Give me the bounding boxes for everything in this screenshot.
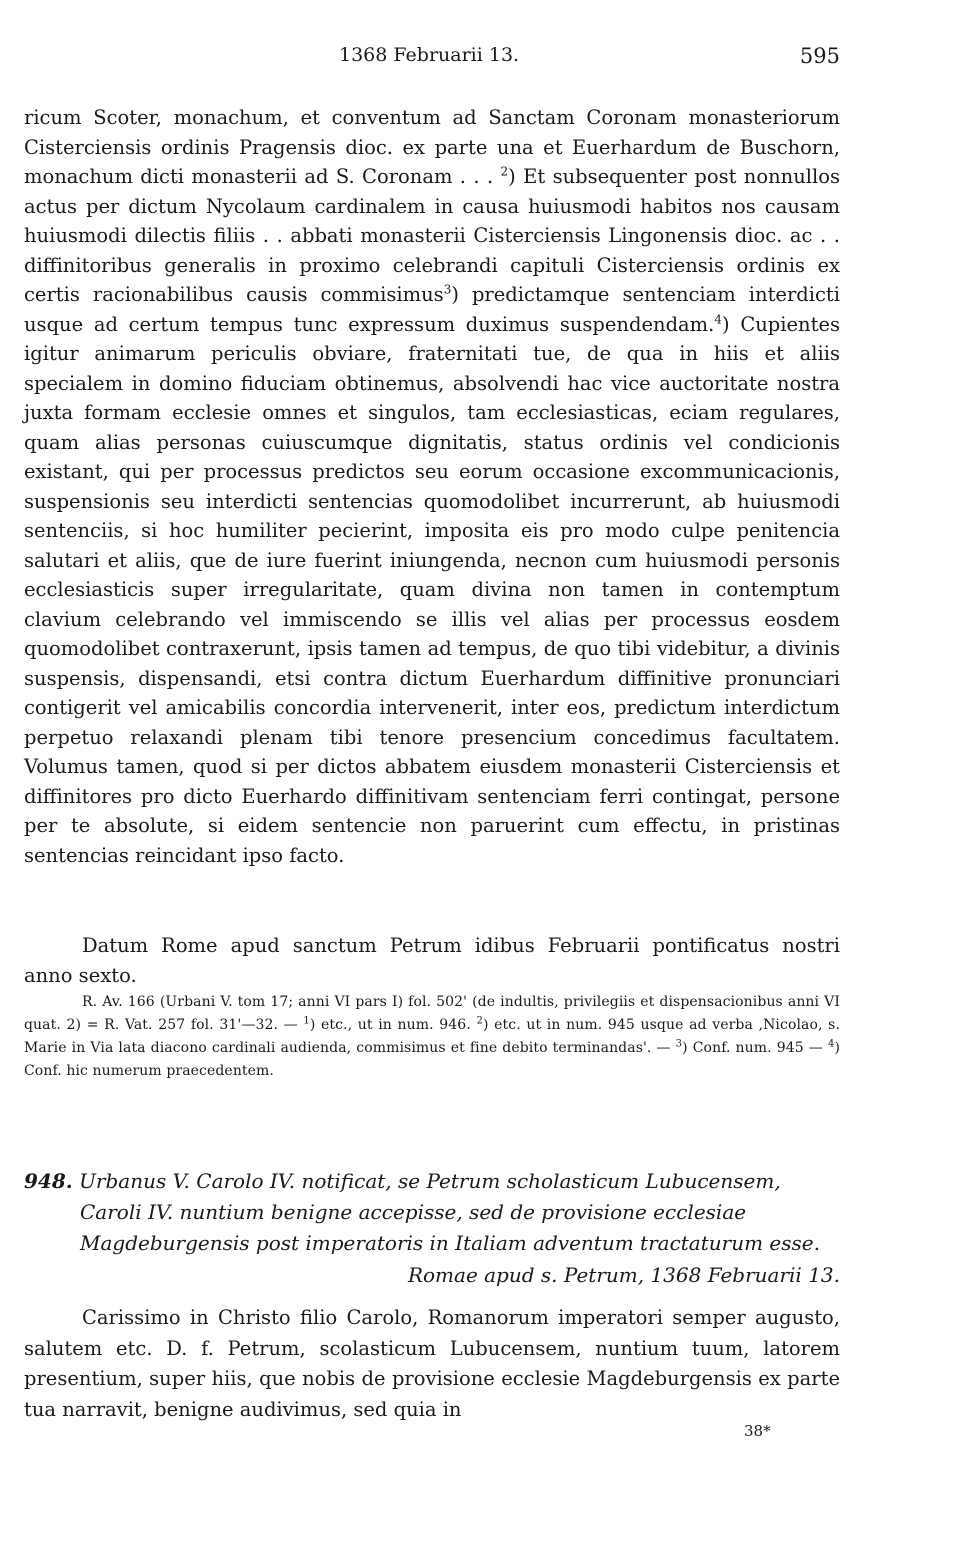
main-text — [24, 103, 840, 870]
main-text-part-2: ) Et subsequenter post nonnullos actus per dictum Nycolaum cardinalem in causa huiusmodi habitos nos causam huiusmodi dilectis filiis . . abbati monasterii Cisterciensis Lingonensis dioc. ac . . diffinitoribus generalis in proximo celebrandi capituli Cisterciensis ordinis ex certis racionabilibus causis commisimus — [24, 165, 840, 306]
page-number: 595 — [799, 44, 840, 68]
dating-clause: Datum Rome apud sanctum Petrum idibus Februarii pontificatus nostri anno sexto. — [24, 934, 840, 987]
main-text-part-1: ricum Scoter, monachum, et conventum ad Sanctam Coronam monasteriorum Cisterciensis ordinis Pragensis dioc. ex parte una et Euerhardum de Buschorn, monachum dicti monasterii ad S. Coronam . . . — [24, 106, 840, 188]
note-ref-3: 3 — [675, 1038, 683, 1050]
note-ref-1: 1 — [303, 1015, 310, 1027]
document-number: 948. — [24, 1169, 73, 1193]
note-ref-2: 2 — [476, 1015, 483, 1027]
letter-text: Carissimo in Christo filio Carolo, Romanorum imperatori semper augusto, salutem etc. D. f. Petrum, scolasticum Lubucensem, nuntium tuum, latorem presentium, super hiis, que nobis de provisione ecclesie Magdeburgensis ex parte tua narravit, benigne audivimus, sed quia in — [24, 1306, 840, 1421]
regest-text: Urbanus V. Carolo IV. notificat, se Petrum scholasticum Lubucensem, Caroli IV. nuntium benigne accepisse, sed de provisione ecclesiae Magdeburgensis post imperatoris in Italiam adventum tractaturum esse. — [79, 1169, 820, 1255]
note-1: ) etc., ut in num. 946. — [309, 1017, 471, 1033]
main-text-part-4: ) Cupientes igitur animarum periculis obviare, fraternitati tue, de qua in hiis et aliis specialem in domino fiduciam obtinemus, absolvendi hac vice auctoritate nostra juxta formam ecclesie omnes et singulos, tam ecclesiasticas, eciam regulares, quam alias personas cuiuscumque dignitatis, status ordinis vel condicionis existant, qui per processus predictos seu eorum occasione excommunicacionis, suspensionis seu interdicti sentencias quomodolibet incurrerunt, ab huiusmodi sentenciis, si hoc humiliter pecierint, imposita eis pro modo culpe penitencia salutari et aliis, que de iure fuerint iniungenda, necnon cum huiusmodi personis ecclesiasticis super irregularitate, quam divina non tamen in contemptum clavium celebrando vel immiscendo se illis vel alias per processus eosdem quomodolibet contraxerunt, ipsis tamen ad tempus, de quo tibi videbitur, a divinis suspensis, dispensandi, etsi contra dictum Euerhardum diffinitive pronunciari contigerit vel amicabilis concordia intervenerit, inter eos, predictum interdictum perpetuo relaxandi plenam tibi tenore presencium concedimus facultatem. Volumus tamen, quod si per dictos abbatem eiusdem monasterii Cisterciensis et diffinitores pro dicto Euerhardo diffinitivam sentenciam ferri contingat, persone per te absolute, si eidem sentencie non paruerint cum effectu, in pristinas sentencias reincidant ipso facto. — [24, 312, 840, 867]
place-date: Romae apud s. Petrum, 1368 Februarii 13. — [407, 1263, 840, 1287]
footnote-ref-4: 4 — [714, 312, 723, 326]
note-4: ) Conf. hic numerum praecedentem. — [24, 1040, 840, 1079]
running-header — [24, 44, 840, 74]
note-2: ) etc. ut in num. 945 usque ad verba ‚Nicolao, s. Marie in Via lata diacono cardinali audienda, commisimus et fine debito terminandas'. — — [24, 1017, 841, 1056]
apparatus-notes — [24, 991, 840, 1083]
note-source: R. Av. 166 (Urbani V. tom 17; anni VI pars I) fol. 502' (de indultis, privilegiis et dispensacionibus anni VI quat. 2) = R. Vat. 257 fol. 31'—32. — — [24, 994, 840, 1033]
regest-heading — [24, 1166, 840, 1259]
main-text-part-3: ) predictamque sentenciam interdicti usque ad certum tempus tunc expressum duximus suspendendam. — [24, 283, 840, 336]
note-ref-4: 4 — [827, 1038, 835, 1050]
footnote-ref-2: 2 — [500, 164, 509, 179]
header-title: 1368 Februarii 13. — [339, 44, 520, 66]
footnote-ref-3: 3 — [443, 282, 452, 297]
signature-mark: 38* — [744, 1422, 771, 1440]
note-3: ) Conf. num. 945 — — [682, 1040, 823, 1056]
